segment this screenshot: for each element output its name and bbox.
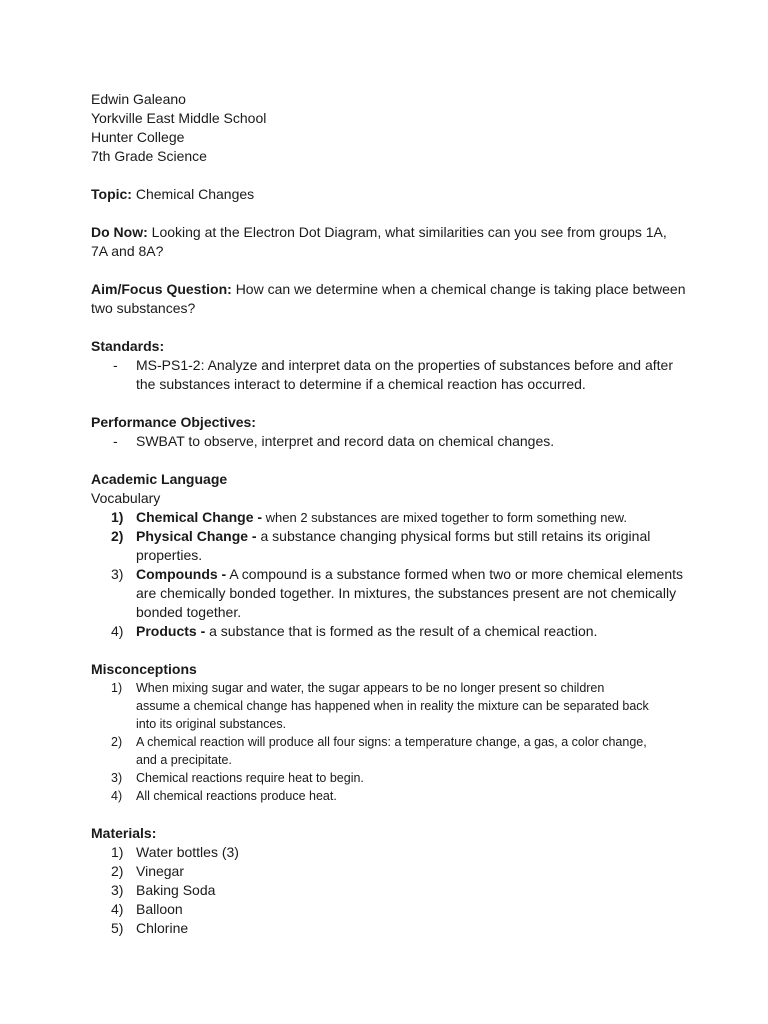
lesson-plan-content <box>91 90 691 938</box>
vocabulary-term: Chemical Change - <box>136 509 263 525</box>
misconception-item <box>91 769 691 787</box>
dash-marker: - <box>113 433 118 449</box>
misconception-item <box>91 787 691 805</box>
school-name: Yorkville East Middle School <box>91 110 267 126</box>
do-now-line <box>91 223 691 242</box>
material-item <box>91 881 691 900</box>
material-text: Chlorine <box>136 920 189 936</box>
vocabulary-term: Products - <box>136 623 206 639</box>
vocabulary-definition: A compound is a substance formed when two or more chemical elements <box>226 566 684 582</box>
misconception-item <box>91 733 691 769</box>
college-name: Hunter College <box>91 129 185 145</box>
misconceptions-list <box>91 679 691 805</box>
standards-item-line-2: the substances interact to determine if a chemical reaction has occurred. <box>136 376 586 392</box>
misconception-item <box>91 679 691 733</box>
dash-marker: - <box>113 357 118 373</box>
vocabulary-definition: a substance that is formed as the result of a chemical reaction. <box>205 623 598 639</box>
misconception-text-cont: assume a chemical change has happened when in reality the mixture can be separated back <box>136 699 649 713</box>
topic-value: Chemical Changes <box>135 186 255 202</box>
list-marker: 1) <box>111 681 123 695</box>
material-text: Baking Soda <box>136 882 216 898</box>
aim-text-1: How can we determine when a chemical change is taking place between <box>235 281 686 297</box>
vocabulary-item <box>91 622 691 641</box>
list-marker: 2) <box>111 735 123 749</box>
material-item <box>91 919 691 938</box>
standards-item <box>91 356 691 394</box>
list-marker: 3) <box>111 771 123 785</box>
vocabulary-item <box>91 565 691 622</box>
standards-list <box>91 356 691 394</box>
list-marker: 1) <box>111 844 124 860</box>
list-marker: 5) <box>111 920 124 936</box>
objectives-item-text: SWBAT to observe, interpret and record data on chemical changes. <box>136 433 555 449</box>
list-marker: 2) <box>111 528 124 544</box>
standards-item-line-1: MS-PS1-2: Analyze and interpret data on the properties of substances before and after <box>136 357 673 373</box>
author-name: Edwin Galeano <box>91 91 186 107</box>
vocabulary-definition: when 2 substances are mixed together to form something new. <box>262 510 627 525</box>
vocabulary-term: Compounds - <box>136 566 227 582</box>
list-marker: 2) <box>111 863 124 879</box>
topic-line <box>91 185 691 204</box>
misconception-text-cont: and a precipitate. <box>136 753 232 767</box>
misconception-text: Chemical reactions require heat to begin. <box>136 771 364 785</box>
materials-heading: Materials: <box>91 825 157 841</box>
objectives-item <box>91 432 691 451</box>
do-now-text-2: 7A and 8A? <box>91 243 164 259</box>
aim-label: Aim/Focus Question: <box>91 281 232 297</box>
vocabulary-list <box>91 508 691 641</box>
list-marker: 4) <box>111 901 124 917</box>
grade-subject: 7th Grade Science <box>91 148 207 164</box>
standards-heading: Standards: <box>91 338 165 354</box>
material-text: Vinegar <box>136 863 185 879</box>
list-marker: 3) <box>111 566 124 582</box>
list-marker: 3) <box>111 882 124 898</box>
misconception-text: A chemical reaction will produce all four signs: a temperature change, a gas, a color change, <box>136 735 647 749</box>
vocabulary-item <box>91 508 691 527</box>
academic-language-heading: Academic Language <box>91 471 228 487</box>
list-marker: 4) <box>111 623 124 639</box>
material-item <box>91 843 691 862</box>
do-now-label: Do Now: <box>91 224 148 240</box>
material-item <box>91 900 691 919</box>
vocabulary-definition-cont: properties. <box>136 547 203 563</box>
list-marker: 1) <box>111 509 124 525</box>
vocabulary-item <box>91 527 691 565</box>
misconception-text: All chemical reactions produce heat. <box>136 789 337 803</box>
aim-line <box>91 280 691 299</box>
vocabulary-definition: a substance changing physical forms but still retains its original <box>256 528 651 544</box>
materials-list <box>91 843 691 938</box>
vocabulary-subheading: Vocabulary <box>91 490 161 506</box>
aim-text-2: two substances? <box>91 300 196 316</box>
objectives-list <box>91 432 691 451</box>
material-text: Water bottles (3) <box>136 844 239 860</box>
vocabulary-term: Physical Change - <box>136 528 257 544</box>
vocabulary-definition-cont: are chemically bonded together. In mixtures, the substances present are not chemically <box>136 585 677 601</box>
material-text: Balloon <box>136 901 183 917</box>
objectives-heading: Performance Objectives: <box>91 414 256 430</box>
topic-label: Topic: <box>91 186 132 202</box>
vocabulary-definition-cont: bonded together. <box>136 604 242 620</box>
misconception-text: When mixing sugar and water, the sugar appears to be no longer present so children <box>136 681 605 695</box>
misconceptions-heading: Misconceptions <box>91 661 197 677</box>
material-item <box>91 862 691 881</box>
do-now-text-1: Looking at the Electron Dot Diagram, what similarities can you see from groups 1A, <box>151 224 667 240</box>
list-marker: 4) <box>111 789 123 803</box>
misconception-text-cont: into its original substances. <box>136 717 287 731</box>
